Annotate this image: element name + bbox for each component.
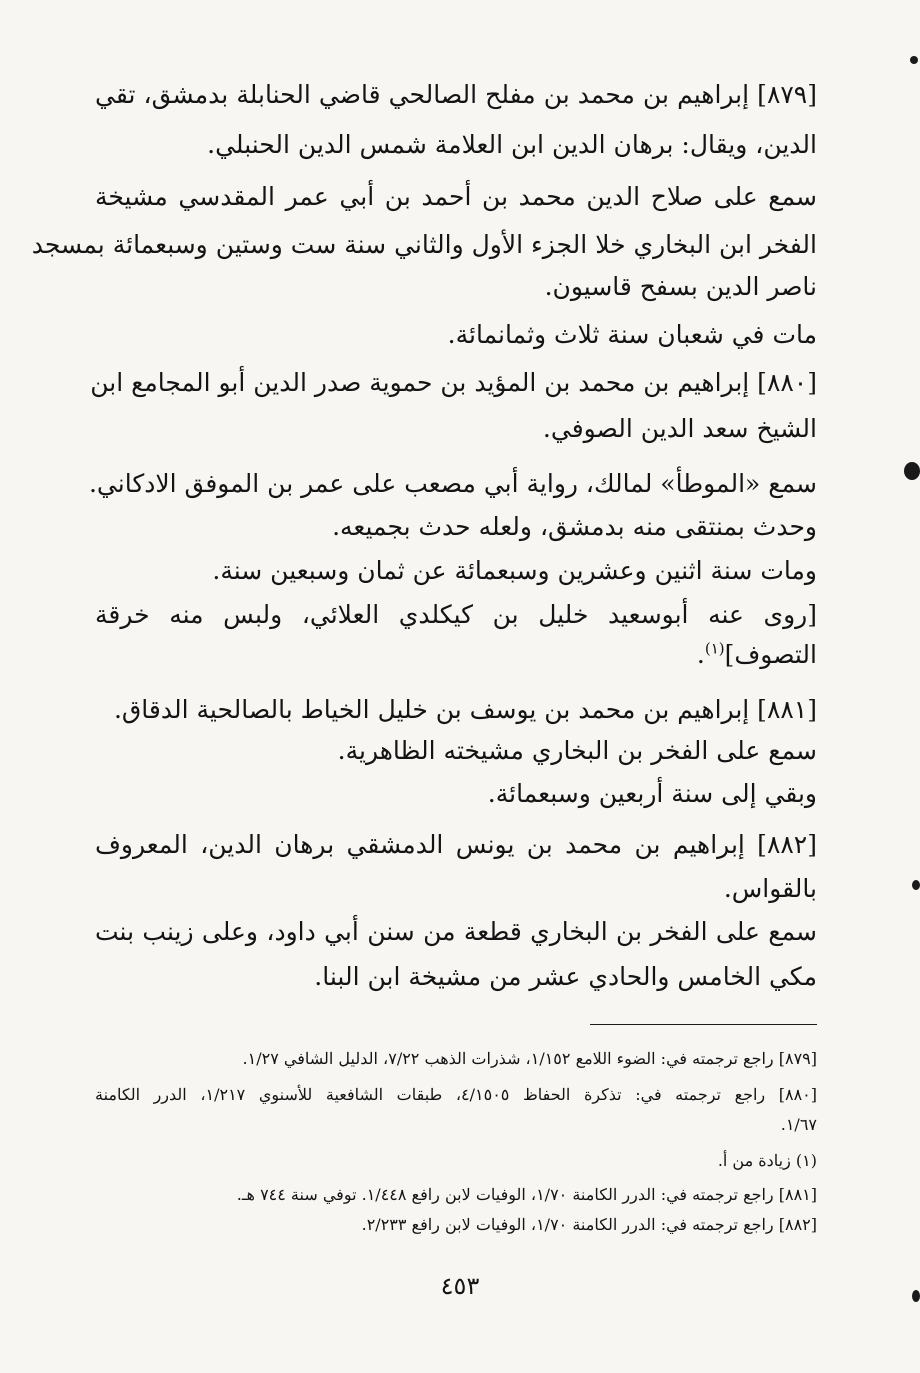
entry-879-line-2: الدين، ويقال: برهان الدين ابن العلامة شمس الدين الحنبلي. xyxy=(207,130,817,159)
footnote-879: [٨٧٩] راجع ترجمته في: الضوء اللامع ١/١٥٢، شذرات الذهب ٧/٢٢، الدليل الشافي ١/٢٧. xyxy=(242,1049,817,1068)
entry-882-line-1: [٨٨٢] إبراهيم بن محمد بن يونس الدمشقي برهان الدين، المعروف xyxy=(95,830,817,859)
entry-882-body-line-1: سمع على الفخر بن البخاري قطعة من سنن أبي داود، وعلى زينب بنت xyxy=(95,917,817,946)
scan-mark xyxy=(910,56,918,64)
entry-879-body-line-2: الفخر ابن البخاري خلا الجزء الأول والثاني سنة ست وستين وسبعمائة بمسجد xyxy=(31,230,817,259)
entry-882-body-line-2: مكي الخامس والحادي عشر من مشيخة ابن البنا. xyxy=(314,962,817,991)
footnote-881: [٨٨١] راجع ترجمته في: الدرر الكامنة ١/٧٠، الوفيات لابن رافع ١/٤٤٨. توفي سنة ٧٤٤ هـ. xyxy=(236,1185,817,1204)
entry-880-body-line-5 xyxy=(697,638,817,672)
entry-879-body-line-4: مات في شعبان سنة ثلاث وثمانمائة. xyxy=(447,320,817,349)
entry-881-line-1: [٨٨١] إبراهيم بن محمد بن يوسف بن خليل الخياط بالصالحية الدقاق. xyxy=(113,695,817,724)
entry-882-line-2: بالقواس. xyxy=(723,874,817,903)
entry-880-body-line-2: وحدث بمنتقى منه بدمشق، ولعله حدث بجميعه. xyxy=(332,512,817,541)
footnote-882: [٨٨٢] راجع ترجمته في: الدرر الكامنة ١/٧٠، الوفيات لابن رافع ٢/٢٣٣. xyxy=(361,1215,817,1234)
scan-mark xyxy=(904,462,920,480)
footnote-marker: (١) xyxy=(704,639,725,658)
page-number: ٤٥٣ xyxy=(440,1272,480,1300)
entry-881-line-2: سمع على الفخر بن البخاري مشيخته الظاهرية. xyxy=(337,736,817,765)
footnote-marker-period: . xyxy=(696,640,705,669)
entry-880-body-line-5-text: التصوف] xyxy=(724,640,817,669)
scan-mark xyxy=(912,880,920,890)
footnote-880-line-1: [٨٨٠] راجع ترجمته في: تذكرة الحفاظ ٤/١٥٠٥، طبقات الشافعية للأسنوي ١/٢١٧، الدرر الكامنة xyxy=(95,1085,817,1104)
footnote-880-line-2: ١/٦٧. xyxy=(780,1115,817,1134)
scan-mark xyxy=(912,1290,920,1302)
entry-879-body-line-3: ناصر الدين بسفح قاسيون. xyxy=(544,272,817,301)
entry-880-body-line-1: سمع «الموطأ» لمالك، رواية أبي مصعب على عمر بن الموفق الادكاني. xyxy=(88,469,817,498)
entry-879-line-1: [٨٧٩] إبراهيم بن محمد بن مفلح الصالحي قاضي الحنابلة بدمشق، تقي xyxy=(95,80,817,109)
footnote-separator xyxy=(590,1024,817,1025)
entry-880-line-1: [٨٨٠] إبراهيم بن محمد بن المؤيد بن حموية صدر الدين أبو المجامع ابن xyxy=(90,368,817,397)
entry-879-body-line-1: سمع على صلاح الدين محمد بن أحمد بن أبي عمر المقدسي مشيخة xyxy=(95,182,817,211)
entry-880-body-line-4: [روى عنه أبوسعيد خليل بن كيكلدي العلائي، ولبس منه خرقة xyxy=(95,600,817,629)
entry-880-line-2: الشيخ سعد الدين الصوفي. xyxy=(542,414,817,443)
entry-880-body-line-3: ومات سنة اثنين وعشرين وسبعمائة عن ثمان وسبعين سنة. xyxy=(212,556,817,585)
entry-881-line-3: وبقي إلى سنة أربعين وسبعمائة. xyxy=(487,779,817,808)
footnote-1: (١) زيادة من أ. xyxy=(717,1151,817,1170)
